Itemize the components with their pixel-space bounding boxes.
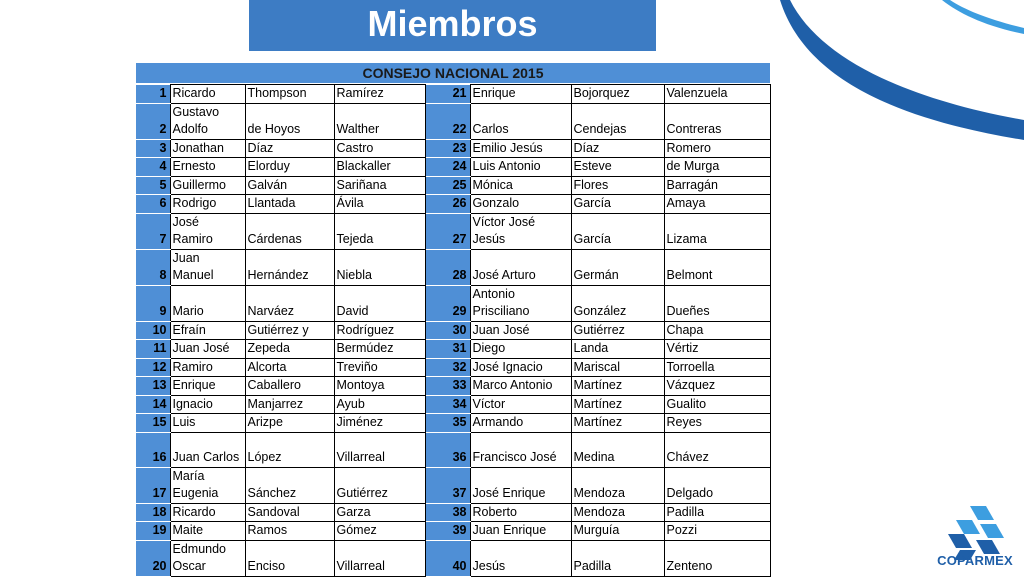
table-row — [136, 249, 770, 285]
member-last-name-1: Llantada — [245, 195, 334, 214]
members-table — [136, 84, 771, 577]
member-last-name-2: Barragán — [664, 176, 770, 195]
member-last-name-2: Ávila — [334, 195, 425, 214]
member-number: 38 — [425, 503, 470, 522]
member-first-name: Mónica — [470, 176, 571, 195]
member-last-name-1: Galván — [245, 176, 334, 195]
member-last-name-2: Amaya — [664, 195, 770, 214]
member-last-name-2: de Murga — [664, 158, 770, 177]
member-last-name-1: Manjarrez — [245, 395, 334, 414]
member-last-name-2: Gómez — [334, 522, 425, 541]
member-first-name: Juan José — [170, 340, 245, 359]
member-number: 2 — [136, 103, 170, 139]
member-number: 8 — [136, 249, 170, 285]
member-first-name: Mario — [170, 285, 245, 321]
member-last-name-2: Garza — [334, 503, 425, 522]
member-first-name: Ramiro — [170, 358, 245, 377]
member-last-name-2: Villarreal — [334, 432, 425, 467]
member-number: 36 — [425, 432, 470, 467]
table-row — [136, 414, 770, 433]
member-number: 5 — [136, 176, 170, 195]
member-last-name-2: Chapa — [664, 321, 770, 340]
member-first-name: Roberto — [470, 503, 571, 522]
member-last-name-2: Dueñes — [664, 285, 770, 321]
member-number: 20 — [136, 540, 170, 576]
member-number: 14 — [136, 395, 170, 414]
member-last-name-1: Mendoza — [571, 503, 664, 522]
member-last-name-1: López — [245, 432, 334, 467]
member-number: 39 — [425, 522, 470, 541]
member-number: 7 — [136, 213, 170, 249]
member-first-name: Efraín — [170, 321, 245, 340]
table-row — [136, 432, 770, 467]
member-last-name-2: Vázquez — [664, 377, 770, 396]
page-title: Miembros — [249, 0, 656, 51]
member-number: 37 — [425, 467, 470, 503]
member-number: 26 — [425, 195, 470, 214]
member-number: 35 — [425, 414, 470, 433]
table-row — [136, 321, 770, 340]
table-row — [136, 195, 770, 214]
member-last-name-2: Chávez — [664, 432, 770, 467]
member-last-name-2: Villarreal — [334, 540, 425, 576]
member-first-name: Jonathan — [170, 139, 245, 158]
member-last-name-1: Flores — [571, 176, 664, 195]
member-last-name-1: Cárdenas — [245, 213, 334, 249]
member-last-name-1: Sandoval — [245, 503, 334, 522]
member-first-name: Gonzalo — [470, 195, 571, 214]
member-first-name: Enrique — [470, 85, 571, 104]
member-number: 23 — [425, 139, 470, 158]
member-first-name: Juan Carlos — [170, 432, 245, 467]
member-first-name: Juan Manuel — [170, 249, 245, 285]
member-last-name-2: Walther — [334, 103, 425, 139]
logo-text: COPARMEX — [937, 553, 1013, 568]
member-last-name-2: Delgado — [664, 467, 770, 503]
member-last-name-1: Gutiérrez — [571, 321, 664, 340]
table-row — [136, 340, 770, 359]
member-first-name: Gustavo Adolfo — [170, 103, 245, 139]
member-last-name-1: Zepeda — [245, 340, 334, 359]
member-last-name-1: Gutiérrez y — [245, 321, 334, 340]
member-last-name-2: Zenteno — [664, 540, 770, 576]
member-first-name: Francisco José — [470, 432, 571, 467]
table-row — [136, 158, 770, 177]
table-row — [136, 467, 770, 503]
table-row — [136, 377, 770, 396]
members-table-container — [136, 63, 770, 577]
member-last-name-2: Rodríguez — [334, 321, 425, 340]
member-last-name-1: Cendejas — [571, 103, 664, 139]
member-first-name: Ricardo — [170, 503, 245, 522]
member-number: 25 — [425, 176, 470, 195]
member-last-name-1: Alcorta — [245, 358, 334, 377]
member-number: 28 — [425, 249, 470, 285]
member-last-name-2: Padilla — [664, 503, 770, 522]
member-first-name: Juan Enrique — [470, 522, 571, 541]
member-first-name: Víctor José Jesús — [470, 213, 571, 249]
member-number: 27 — [425, 213, 470, 249]
member-first-name: Juan José — [470, 321, 571, 340]
table-row — [136, 503, 770, 522]
member-first-name: Ernesto — [170, 158, 245, 177]
member-first-name: Antonio Prisciliano — [470, 285, 571, 321]
member-last-name-1: González — [571, 285, 664, 321]
member-number: 32 — [425, 358, 470, 377]
member-last-name-1: Elorduy — [245, 158, 334, 177]
member-last-name-2: Valenzuela — [664, 85, 770, 104]
member-last-name-1: Martínez — [571, 377, 664, 396]
member-first-name: José Enrique — [470, 467, 571, 503]
member-last-name-1: Sánchez — [245, 467, 334, 503]
member-last-name-1: Díaz — [571, 139, 664, 158]
member-last-name-2: Pozzi — [664, 522, 770, 541]
member-last-name-2: Sariñana — [334, 176, 425, 195]
member-last-name-2: Reyes — [664, 414, 770, 433]
member-last-name-2: Castro — [334, 139, 425, 158]
member-number: 6 — [136, 195, 170, 214]
member-last-name-1: Arizpe — [245, 414, 334, 433]
member-number: 22 — [425, 103, 470, 139]
member-last-name-2: Gualito — [664, 395, 770, 414]
member-last-name-1: Medina — [571, 432, 664, 467]
member-last-name-1: Bojorquez — [571, 85, 664, 104]
member-number: 21 — [425, 85, 470, 104]
member-number: 29 — [425, 285, 470, 321]
member-number: 9 — [136, 285, 170, 321]
member-first-name: Rodrigo — [170, 195, 245, 214]
member-first-name: Maite — [170, 522, 245, 541]
member-last-name-1: García — [571, 195, 664, 214]
member-last-name-2: Ayub — [334, 395, 425, 414]
member-first-name: Armando — [470, 414, 571, 433]
member-last-name-1: Díaz — [245, 139, 334, 158]
member-number: 18 — [136, 503, 170, 522]
member-last-name-2: Tejeda — [334, 213, 425, 249]
member-last-name-1: Landa — [571, 340, 664, 359]
table-row — [136, 213, 770, 249]
member-last-name-2: Montoya — [334, 377, 425, 396]
table-title: CONSEJO NACIONAL 2015 — [136, 63, 770, 84]
table-row — [136, 285, 770, 321]
table-row — [136, 522, 770, 541]
member-last-name-1: Caballero — [245, 377, 334, 396]
member-first-name: Luis Antonio — [470, 158, 571, 177]
member-number: 16 — [136, 432, 170, 467]
table-row — [136, 139, 770, 158]
member-number: 15 — [136, 414, 170, 433]
member-number: 13 — [136, 377, 170, 396]
member-last-name-2: David — [334, 285, 425, 321]
member-number: 33 — [425, 377, 470, 396]
member-number: 4 — [136, 158, 170, 177]
member-number: 19 — [136, 522, 170, 541]
member-last-name-2: Vértiz — [664, 340, 770, 359]
member-last-name-1: Ramos — [245, 522, 334, 541]
member-first-name: Luis — [170, 414, 245, 433]
member-last-name-1: Martínez — [571, 395, 664, 414]
member-last-name-2: Blackaller — [334, 158, 425, 177]
member-last-name-1: Mariscal — [571, 358, 664, 377]
member-number: 24 — [425, 158, 470, 177]
member-last-name-1: Padilla — [571, 540, 664, 576]
member-last-name-2: Gutiérrez — [334, 467, 425, 503]
member-number: 30 — [425, 321, 470, 340]
table-row — [136, 103, 770, 139]
member-first-name: Víctor — [470, 395, 571, 414]
table-row — [136, 85, 770, 104]
member-last-name-1: Martínez — [571, 414, 664, 433]
table-row — [136, 358, 770, 377]
member-first-name: Carlos — [470, 103, 571, 139]
member-last-name-2: Romero — [664, 139, 770, 158]
member-last-name-2: Niebla — [334, 249, 425, 285]
member-last-name-2: Lizama — [664, 213, 770, 249]
member-first-name: José Arturo — [470, 249, 571, 285]
member-last-name-1: Enciso — [245, 540, 334, 576]
member-last-name-2: Torroella — [664, 358, 770, 377]
member-first-name: Enrique — [170, 377, 245, 396]
member-first-name: Guillermo — [170, 176, 245, 195]
member-number: 10 — [136, 321, 170, 340]
member-number: 11 — [136, 340, 170, 359]
member-number: 40 — [425, 540, 470, 576]
member-number: 31 — [425, 340, 470, 359]
member-last-name-1: Murguía — [571, 522, 664, 541]
member-last-name-2: Ramírez — [334, 85, 425, 104]
member-last-name-2: Jiménez — [334, 414, 425, 433]
table-row — [136, 176, 770, 195]
member-last-name-2: Contreras — [664, 103, 770, 139]
member-number: 1 — [136, 85, 170, 104]
member-number: 3 — [136, 139, 170, 158]
member-last-name-2: Treviño — [334, 358, 425, 377]
table-row — [136, 395, 770, 414]
member-number: 12 — [136, 358, 170, 377]
decorative-swoosh — [760, 0, 1024, 140]
member-first-name: Jesús — [470, 540, 571, 576]
member-first-name: Ignacio — [170, 395, 245, 414]
member-last-name-1: Hernández — [245, 249, 334, 285]
member-first-name: Ricardo — [170, 85, 245, 104]
member-first-name: María Eugenia — [170, 467, 245, 503]
member-last-name-1: Mendoza — [571, 467, 664, 503]
member-number: 17 — [136, 467, 170, 503]
member-first-name: Marco Antonio — [470, 377, 571, 396]
member-number: 34 — [425, 395, 470, 414]
member-last-name-1: Germán — [571, 249, 664, 285]
member-first-name: Diego — [470, 340, 571, 359]
member-last-name-2: Belmont — [664, 249, 770, 285]
member-last-name-1: de Hoyos — [245, 103, 334, 139]
member-first-name: Emilio Jesús — [470, 139, 571, 158]
member-first-name: José Ramiro — [170, 213, 245, 249]
member-last-name-1: García — [571, 213, 664, 249]
member-first-name: Edmundo Oscar — [170, 540, 245, 576]
member-last-name-1: Narváez — [245, 285, 334, 321]
member-first-name: José Ignacio — [470, 358, 571, 377]
member-last-name-2: Bermúdez — [334, 340, 425, 359]
member-last-name-1: Thompson — [245, 85, 334, 104]
member-last-name-1: Esteve — [571, 158, 664, 177]
table-row — [136, 540, 770, 576]
